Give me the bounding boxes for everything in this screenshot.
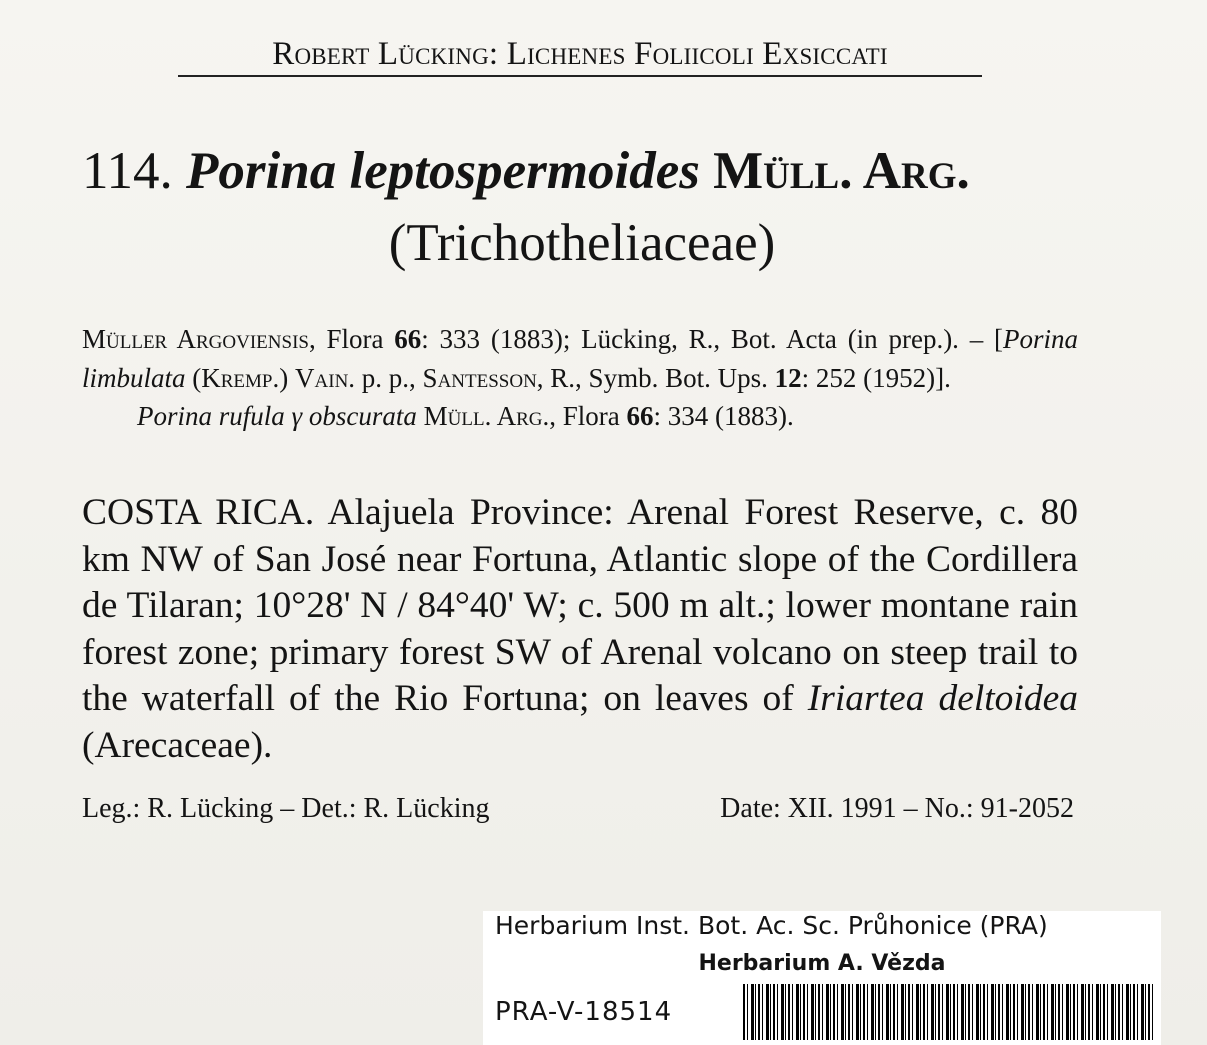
- herbarium-sticker: [483, 911, 1161, 1045]
- references: [82, 320, 1078, 436]
- ref-text: : 252 (1952)].: [801, 362, 951, 393]
- ref-volume: 12: [774, 362, 802, 393]
- ref-text: , Flora: [549, 401, 627, 431]
- synonym-name: Porina limbulata: [82, 324, 1078, 393]
- ref-text: , R., Symb. Bot. Ups.: [536, 362, 775, 393]
- species-name: Porina leptospermoides: [186, 142, 700, 200]
- host-family: (Arecaceae).: [82, 724, 273, 766]
- ref-text: : 334 (1883).: [653, 401, 794, 431]
- ref-text: , Flora: [308, 324, 395, 354]
- date-number: Date: XII. 1991 – No.: 91-2052: [720, 793, 1074, 824]
- exsiccata-number: 114.: [82, 142, 173, 200]
- ref-author: Kremp.: [201, 362, 280, 393]
- specimen-code: PRA-V-18514: [495, 997, 673, 1027]
- herbarium-collection: Herbarium A. Vězda: [698, 951, 946, 976]
- reference-primary: [82, 320, 1078, 397]
- herbarium-institution: Herbarium Inst. Bot. Ac. Sc. Průhonice (PRA): [495, 911, 1048, 940]
- synonym-name: Porina rufula γ obscurata: [137, 401, 417, 431]
- ref-volume: 66: [394, 324, 422, 354]
- series-header: Robert Lücking: Lichenes Foliicoli Exsiccati: [178, 36, 982, 77]
- species-author: Müll. Arg.: [713, 142, 970, 200]
- barcode-icon: [743, 984, 1155, 1040]
- ref-author: Santesson: [422, 362, 537, 393]
- ref-text: p. p.,: [355, 362, 423, 393]
- ref-author: Müll. Arg.: [423, 401, 550, 431]
- ref-text: ): [279, 362, 296, 393]
- ref-text: (: [185, 362, 202, 393]
- ref-author: Müller Argoviensis: [82, 324, 309, 354]
- locality-description: [82, 490, 1078, 769]
- ref-author: Vain.: [295, 362, 356, 393]
- ref-text: : 333 (1883); Lücking, R., Bot. Acta (in prep.). – [: [421, 324, 1003, 354]
- host-plant: Iriartea deltoidea: [807, 678, 1078, 719]
- leg-det: Leg.: R. Lücking – Det.: R. Lücking: [82, 793, 490, 824]
- family-name: (Trichotheliaceae): [388, 214, 776, 272]
- ref-volume: 66: [626, 401, 654, 431]
- reference-synonym: [82, 397, 1078, 436]
- ref-text: [417, 401, 424, 431]
- locality-text: COSTA RICA. Alajuela Province: Arenal Forest Reserve, c. 80 km NW of San José near Fortuna, Atlantic slope of the Cordillera de Tilaran; 10°28' N / 84°40' W; c. 500 m alt.; lower montane rain forest zone; primary forest SW of Arenal volcano on steep trail to the waterfall of the Rio Fortuna; on leaves of: [82, 492, 1078, 719]
- collection-line: [82, 793, 1078, 825]
- species-title: [82, 141, 1082, 201]
